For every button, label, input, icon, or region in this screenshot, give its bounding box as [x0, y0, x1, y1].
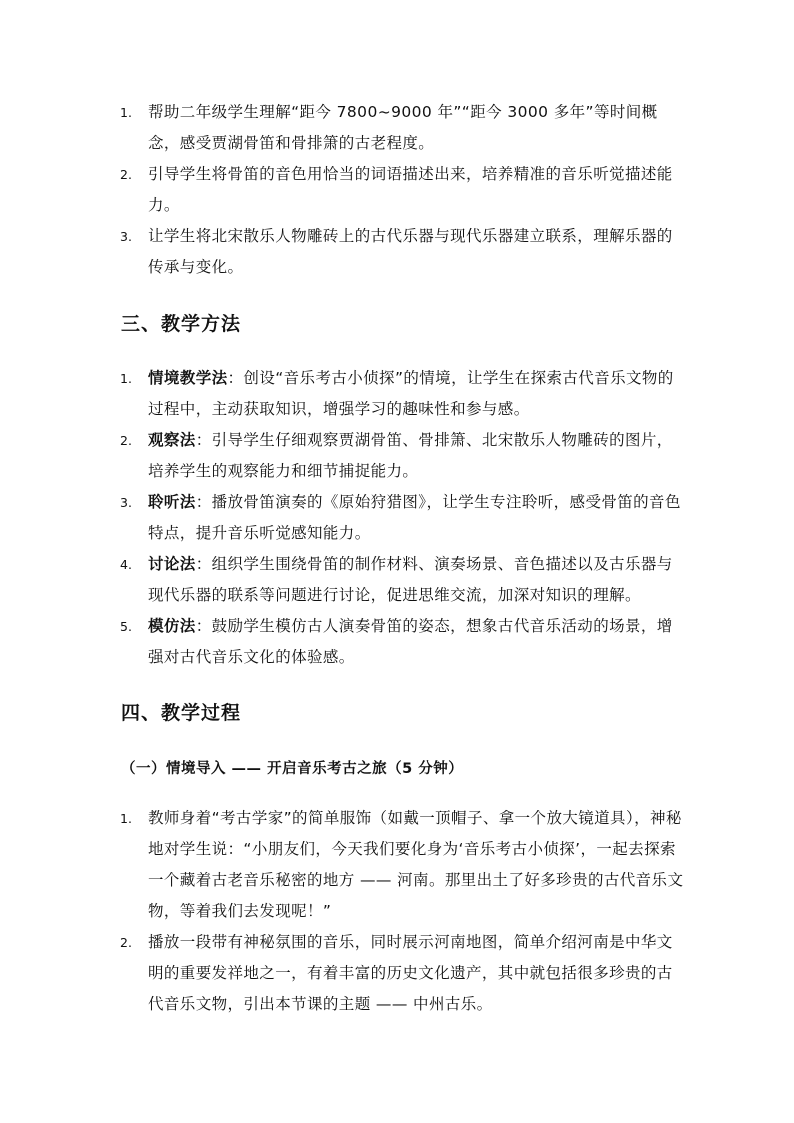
list-number: 3.	[120, 495, 132, 510]
process-list	[0, 803, 794, 1020]
list-item	[0, 425, 794, 487]
list-item	[0, 549, 794, 611]
list-text	[148, 611, 688, 673]
list-text: 帮助二年级学生理解“距今 7800~9000 年”“距今 3000 多年”等时间概念，感受贾湖骨笛和骨排箫的古老程度。	[148, 103, 658, 152]
method-description: ：组织学生围绕骨笛的制作材料、演奏场景、音色描述以及古乐器与现代乐器的联系等问题进行讨论，促进思维交流，加深对知识的理解。	[148, 555, 673, 604]
list-item	[0, 927, 794, 1020]
list-text: 教师身着“考古学家”的简单服饰（如戴一顶帽子、拿一个放大镜道具），神秘地对学生说：“小朋友们，今天我们要化身为‘音乐考古小侦探’，一起去探索一个藏着古老音乐秘密的地方 —— 河南。那里出土了好多珍贵的古代音乐文物，等着我们去发现呢！”	[148, 809, 684, 920]
method-term: 观察法	[148, 431, 196, 449]
method-term: 讨论法	[148, 555, 196, 573]
list-text: 播放一段带有神秘氛围的音乐，同时展示河南地图，简单介绍河南是中华文明的重要发祥地之一，有着丰富的历史文化遗产，其中就包括很多珍贵的古代音乐文物，引出本节课的主题 —— 中州古乐。	[148, 933, 673, 1013]
list-item	[0, 487, 794, 549]
list-text	[148, 363, 688, 425]
method-description: ：鼓励学生模仿古人演奏骨笛的姿态，想象古代音乐活动的场景，增强对古代音乐文化的体验感。	[148, 617, 673, 666]
method-term: 情境教学法	[148, 369, 228, 387]
list-number: 1.	[120, 371, 132, 386]
section-heading-methods: 三、教学方法	[121, 313, 242, 335]
list-text: 让学生将北宋散乐人物雕砖上的古代乐器与现代乐器建立联系，理解乐器的传承与变化。	[148, 227, 673, 276]
list-number: 1.	[120, 105, 132, 120]
list-item	[0, 363, 794, 425]
list-item	[0, 611, 794, 673]
list-item	[0, 221, 794, 283]
list-item	[0, 97, 794, 159]
list-number: 5.	[120, 619, 132, 634]
list-number: 2.	[120, 433, 132, 448]
list-number: 2.	[120, 167, 132, 182]
list-item	[0, 803, 794, 927]
list-number: 2.	[120, 935, 132, 950]
list-text: 引导学生将骨笛的音色用恰当的词语描述出来，培养精准的音乐听觉描述能力。	[148, 165, 673, 214]
methods-list	[0, 363, 794, 673]
method-term: 模仿法	[148, 617, 196, 635]
method-description: ：创设“音乐考古小侦探”的情境，让学生在探索古代音乐文物的过程中，主动获取知识，增强学习的趣味性和参与感。	[148, 369, 674, 418]
list-text	[148, 425, 688, 487]
list-number: 4.	[120, 557, 132, 572]
method-term: 聆听法	[148, 493, 196, 511]
list-number: 1.	[120, 811, 132, 826]
list-text	[148, 549, 688, 611]
method-description: ：引导学生仔细观察贾湖骨笛、骨排箫、北宋散乐人物雕砖的图片，培养学生的观察能力和细节捕捉能力。	[148, 431, 673, 480]
list-item	[0, 159, 794, 221]
list-text	[148, 487, 688, 549]
goals-list	[0, 97, 794, 283]
subsection-heading: （一）情境导入 —— 开启音乐考古之旅（5 分钟）	[121, 761, 464, 777]
list-number: 3.	[120, 229, 132, 244]
section-heading-process: 四、教学过程	[121, 702, 242, 724]
method-description: ：播放骨笛演奏的《原始狩猎图》，让学生专注聆听，感受骨笛的音色特点，提升音乐听觉感知能力。	[148, 493, 681, 542]
